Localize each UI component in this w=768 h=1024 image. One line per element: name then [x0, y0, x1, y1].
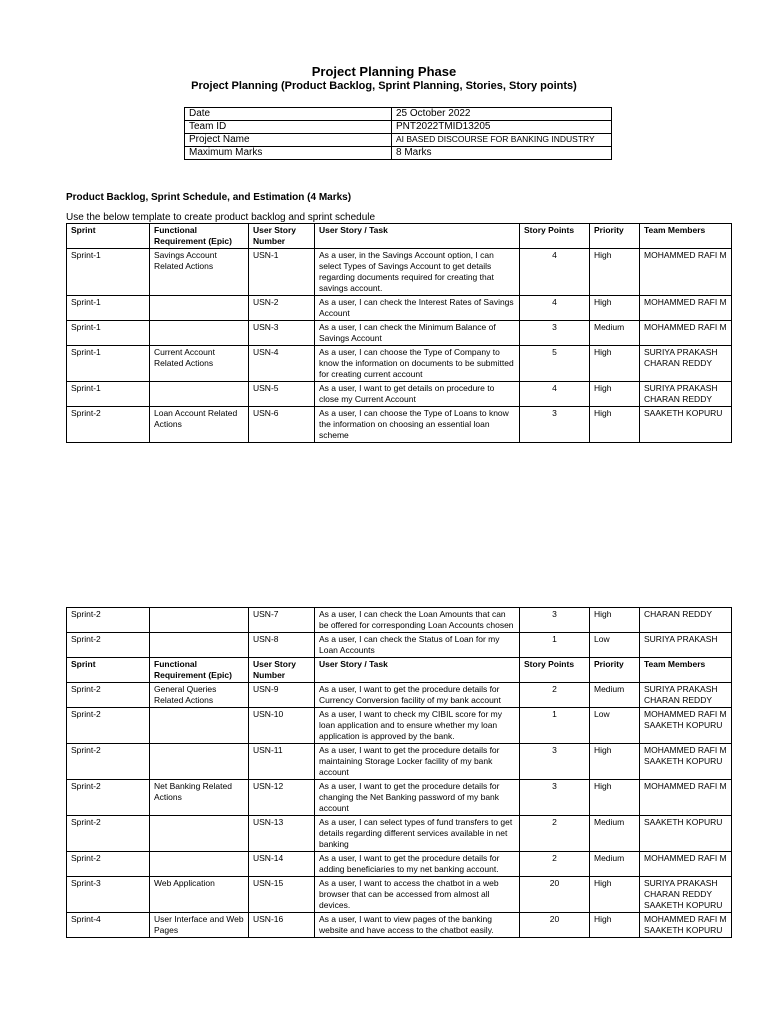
cell-points: 3 — [520, 608, 590, 633]
cell-story: As a user, I can check the Minimum Balance of Savings Account — [315, 321, 520, 346]
cell-usn: USN-1 — [249, 249, 315, 296]
section-title: Product Backlog, Sprint Schedule, and Estimation (4 Marks) — [66, 192, 352, 203]
cell-sprint: Sprint-2 — [67, 708, 150, 744]
header-priority: Priority — [590, 658, 640, 683]
table-row — [67, 321, 732, 346]
cell-story: As a user, I want to view pages of the banking website and have access to the chatbot easily. — [315, 913, 520, 938]
cell-requirement — [150, 296, 249, 321]
cell-requirement: Web Application — [150, 877, 249, 913]
info-row — [185, 147, 612, 160]
header-usn: User Story Number — [249, 658, 315, 683]
cell-points: 1 — [520, 633, 590, 658]
cell-usn: USN-3 — [249, 321, 315, 346]
template-note: Use the below template to create product backlog and sprint schedule — [66, 212, 376, 223]
cell-usn: USN-9 — [249, 683, 315, 708]
header-sprint: Sprint — [67, 224, 150, 249]
cell-priority: Medium — [590, 852, 640, 877]
cell-usn: USN-15 — [249, 877, 315, 913]
cell-story: As a user, I want to access the chatbot in a web browser that can be accessed from almost all devices. — [315, 877, 520, 913]
info-row — [185, 121, 612, 134]
cell-priority: High — [590, 608, 640, 633]
cell-points: 3 — [520, 744, 590, 780]
cell-priority: Medium — [590, 683, 640, 708]
cell-points: 1 — [520, 708, 590, 744]
cell-sprint: Sprint-1 — [67, 382, 150, 407]
cell-story: As a user, I can select types of fund transfers to get details regarding different services available in net banking — [315, 816, 520, 852]
header-row — [67, 658, 732, 683]
header-row — [67, 224, 732, 249]
cell-members: MOHAMMED RAFI M — [640, 296, 732, 321]
cell-members: CHARAN REDDY — [640, 608, 732, 633]
cell-sprint: Sprint-1 — [67, 346, 150, 382]
cell-points: 2 — [520, 852, 590, 877]
header-members: Team Members — [640, 224, 732, 249]
cell-story: As a user, I want to get the procedure details for adding beneficiaries to my net banking account. — [315, 852, 520, 877]
cell-members: MOHAMMED RAFI M — [640, 249, 732, 296]
cell-sprint: Sprint-1 — [67, 321, 150, 346]
cell-requirement: Loan Account Related Actions — [150, 407, 249, 443]
cell-story: As a user, I want to get the procedure details for maintaining Storage Locker facility of my bank account — [315, 744, 520, 780]
info-value: 25 October 2022 — [392, 108, 612, 121]
cell-members: SURIYA PRAKASH CHARAN REDDY — [640, 683, 732, 708]
cell-members: SAAKETH KOPURU — [640, 407, 732, 443]
table-row — [67, 407, 732, 443]
cell-story: As a user, I want to get details on procedure to close my Current Account — [315, 382, 520, 407]
cell-priority: Medium — [590, 816, 640, 852]
cell-sprint: Sprint-2 — [67, 744, 150, 780]
table-row — [67, 633, 732, 658]
table-row — [67, 744, 732, 780]
cell-priority: High — [590, 346, 640, 382]
cell-members: SAAKETH KOPURU — [640, 816, 732, 852]
cell-requirement — [150, 321, 249, 346]
cell-sprint: Sprint-4 — [67, 913, 150, 938]
header-sprint: Sprint — [67, 658, 150, 683]
cell-members: MOHAMMED RAFI M SAAKETH KOPURU — [640, 708, 732, 744]
cell-members: MOHAMMED RAFI M SAAKETH KOPURU — [640, 913, 732, 938]
cell-story: As a user, I can check the Loan Amounts that can be offered for corresponding Loan Accounts chosen — [315, 608, 520, 633]
cell-requirement: Current Account Related Actions — [150, 346, 249, 382]
cell-sprint: Sprint-1 — [67, 249, 150, 296]
cell-requirement: Savings Account Related Actions — [150, 249, 249, 296]
header-points: Story Points — [520, 658, 590, 683]
cell-priority: High — [590, 249, 640, 296]
cell-points: 4 — [520, 382, 590, 407]
cell-sprint: Sprint-2 — [67, 407, 150, 443]
cell-usn: USN-11 — [249, 744, 315, 780]
cell-usn: USN-16 — [249, 913, 315, 938]
cell-sprint: Sprint-3 — [67, 877, 150, 913]
cell-points: 3 — [520, 780, 590, 816]
cell-points: 20 — [520, 877, 590, 913]
cell-usn: USN-14 — [249, 852, 315, 877]
cell-requirement — [150, 633, 249, 658]
cell-members: SURIYA PRAKASH — [640, 633, 732, 658]
table-row — [67, 852, 732, 877]
cell-sprint: Sprint-1 — [67, 296, 150, 321]
table-row — [67, 816, 732, 852]
cell-members: MOHAMMED RAFI M — [640, 852, 732, 877]
cell-requirement: Net Banking Related Actions — [150, 780, 249, 816]
cell-points: 2 — [520, 683, 590, 708]
cell-usn: USN-10 — [249, 708, 315, 744]
cell-priority: High — [590, 877, 640, 913]
cell-usn: USN-6 — [249, 407, 315, 443]
table-row — [67, 708, 732, 744]
cell-points: 4 — [520, 296, 590, 321]
cell-usn: USN-12 — [249, 780, 315, 816]
header-usn: User Story Number — [249, 224, 315, 249]
cell-priority: High — [590, 296, 640, 321]
cell-requirement — [150, 816, 249, 852]
cell-members: MOHAMMED RAFI M — [640, 321, 732, 346]
info-label: Maximum Marks — [185, 147, 392, 160]
cell-sprint: Sprint-2 — [67, 683, 150, 708]
cell-priority: High — [590, 382, 640, 407]
table-row — [67, 683, 732, 708]
cell-priority: High — [590, 913, 640, 938]
cell-story: As a user, in the Savings Account option, I can select Types of Savings Account to get details regarding documents required for creating that savings account. — [315, 249, 520, 296]
header-points: Story Points — [520, 224, 590, 249]
info-value: 8 Marks — [392, 147, 612, 160]
cell-requirement — [150, 608, 249, 633]
table-row — [67, 608, 732, 633]
table-row — [67, 913, 732, 938]
cell-points: 3 — [520, 407, 590, 443]
project-info-table — [184, 107, 612, 160]
info-label: Date — [185, 108, 392, 121]
cell-members: MOHAMMED RAFI M SAAKETH KOPURU — [640, 744, 732, 780]
cell-requirement — [150, 382, 249, 407]
table-row — [67, 382, 732, 407]
cell-story: As a user, I can check the Status of Loan for my Loan Accounts — [315, 633, 520, 658]
cell-story: As a user, I can choose the Type of Loans to know the information on choosing an essential loan scheme — [315, 407, 520, 443]
header-story: User Story / Task — [315, 224, 520, 249]
info-label: Team ID — [185, 121, 392, 134]
backlog-table — [66, 223, 732, 443]
cell-requirement — [150, 744, 249, 780]
cell-story: As a user, I want to get the procedure details for Currency Conversion facility of my bank account — [315, 683, 520, 708]
cell-priority: Medium — [590, 321, 640, 346]
header-requirement: Functional Requirement (Epic) — [150, 224, 249, 249]
cell-story: As a user, I can check the Interest Rates of Savings Account — [315, 296, 520, 321]
table-row — [67, 346, 732, 382]
info-value: PNT2022TMID13205 — [392, 121, 612, 134]
cell-usn: USN-8 — [249, 633, 315, 658]
cell-points: 2 — [520, 816, 590, 852]
table-row — [67, 877, 732, 913]
cell-points: 5 — [520, 346, 590, 382]
cell-requirement — [150, 708, 249, 744]
cell-priority: High — [590, 744, 640, 780]
cell-requirement: User Interface and Web Pages — [150, 913, 249, 938]
header-priority: Priority — [590, 224, 640, 249]
cell-points: 3 — [520, 321, 590, 346]
header-story: User Story / Task — [315, 658, 520, 683]
header-members: Team Members — [640, 658, 732, 683]
info-label: Project Name — [185, 134, 392, 147]
cell-usn: USN-4 — [249, 346, 315, 382]
cell-requirement — [150, 852, 249, 877]
cell-usn: USN-7 — [249, 608, 315, 633]
info-value: AI BASED DISCOURSE FOR BANKING INDUSTRY — [392, 134, 612, 147]
info-row — [185, 134, 612, 147]
cell-points: 4 — [520, 249, 590, 296]
cell-points: 20 — [520, 913, 590, 938]
cell-members: SURIYA PRAKASH CHARAN REDDY SAAKETH KOPURU — [640, 877, 732, 913]
cell-priority: High — [590, 407, 640, 443]
cell-story: As a user, I can choose the Type of Company to know the information on documents to be submitted for creating current account — [315, 346, 520, 382]
page-title: Project Planning Phase — [311, 64, 457, 79]
cell-members: MOHAMMED RAFI M — [640, 780, 732, 816]
backlog-table-continued — [66, 607, 732, 938]
header-requirement: Functional Requirement (Epic) — [150, 658, 249, 683]
cell-sprint: Sprint-2 — [67, 816, 150, 852]
cell-requirement: General Queries Related Actions — [150, 683, 249, 708]
cell-priority: Low — [590, 633, 640, 658]
page-subtitle: Project Planning (Product Backlog, Sprint Planning, Stories, Story points) — [191, 80, 577, 92]
cell-usn: USN-13 — [249, 816, 315, 852]
cell-sprint: Sprint-2 — [67, 780, 150, 816]
info-row — [185, 108, 612, 121]
cell-priority: Low — [590, 708, 640, 744]
cell-priority: High — [590, 780, 640, 816]
cell-usn: USN-5 — [249, 382, 315, 407]
table-row — [67, 780, 732, 816]
cell-sprint: Sprint-2 — [67, 852, 150, 877]
table-row — [67, 296, 732, 321]
cell-members: SURIYA PRAKASH CHARAN REDDY — [640, 346, 732, 382]
cell-sprint: Sprint-2 — [67, 608, 150, 633]
cell-story: As a user, I want to check my CIBIL score for my loan application and to ensure whether my loan application is approved by the bank. — [315, 708, 520, 744]
cell-members: SURIYA PRAKASH CHARAN REDDY — [640, 382, 732, 407]
cell-usn: USN-2 — [249, 296, 315, 321]
cell-story: As a user, I want to get the procedure details for changing the Net Banking password of my bank account — [315, 780, 520, 816]
cell-sprint: Sprint-2 — [67, 633, 150, 658]
table-row — [67, 249, 732, 296]
